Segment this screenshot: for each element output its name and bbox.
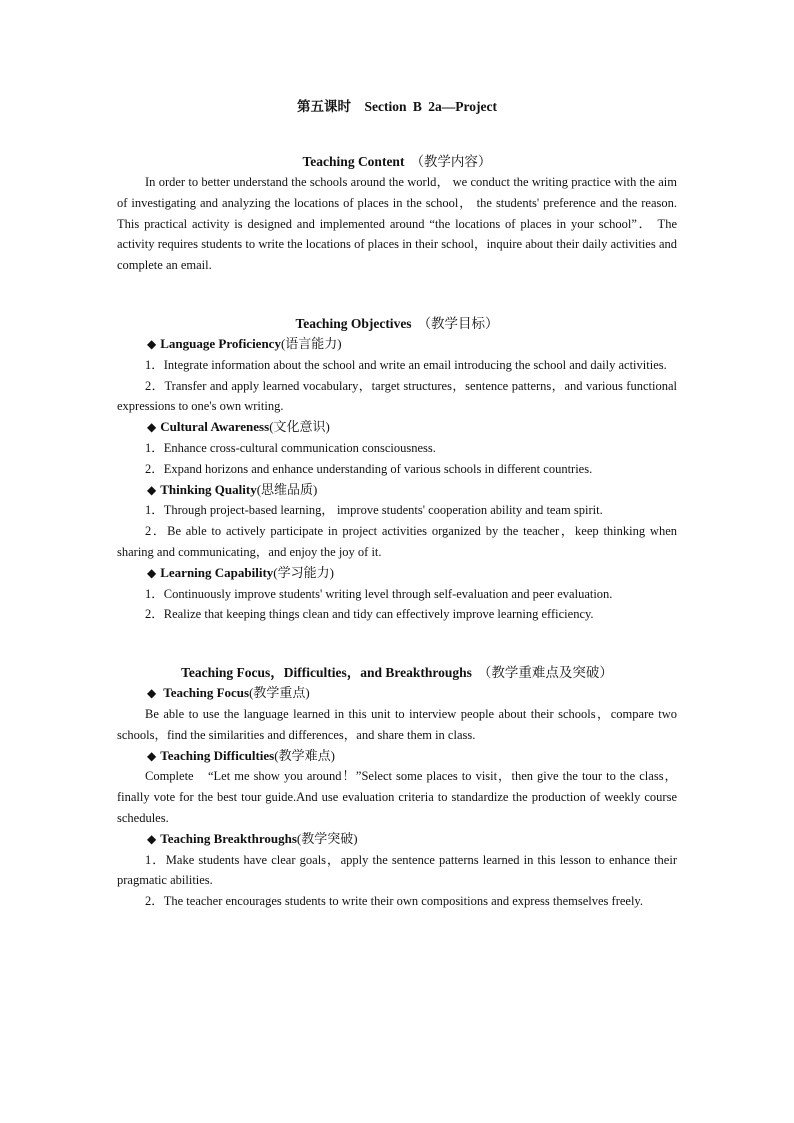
list-item: 1．Through project-based learning， improve students' cooperation ability and team spirit. (145, 503, 603, 518)
subheading-language-proficiency: ◆ Language Proficiency(语言能力) (147, 335, 342, 351)
black-diamond-icon: ◆ (147, 748, 157, 763)
section-heading (117, 314, 677, 334)
list-item: 2．Realize that keeping things clean and tidy can effectively improve learning efficiency. (145, 607, 594, 622)
section-teaching-objectives (117, 314, 677, 625)
subheading-cultural-awareness: ◆ Cultural Awareness(文化意识) (147, 419, 330, 435)
black-diamond-icon: ◆ (147, 336, 157, 351)
subheading-learning-capability: ◆ Learning Capability(学习能力) (147, 564, 334, 580)
subheading-teaching-difficulties: ◆ Teaching Difficulties(教学难点) (147, 747, 335, 763)
content-paragraph: In order to better understand the schools around the world， we conduct the writing practice with the aim of investigating and analyzing the locations of places in the school， the students' preference and the reason. This practical activity is designed and implemented around “the locations of places in your school”． The activity requires students to write the locations of places in their school，inquire about their daily activities and complete an email. (117, 175, 677, 273)
subheading-teaching-breakthroughs: ◆ Teaching Breakthroughs(教学突破) (147, 830, 358, 846)
section-heading (117, 152, 677, 172)
list-item: 2．Expand horizons and enhance understanding of various schools in different countries. (145, 461, 593, 476)
heading-cn: （教学内容） (410, 154, 492, 169)
black-diamond-icon: ◆ (147, 420, 157, 435)
heading-text: Teaching Content (302, 154, 405, 169)
list-item: 1．Make students have clear goals，apply the sentence patterns learned in this lesson to enhance their pragmatic abilities. (117, 852, 677, 888)
heading-text: Teaching Objectives (295, 315, 412, 331)
black-diamond-icon: ◆ (147, 686, 157, 701)
list-item: 2．The teacher encourages students to write their own compositions and express themselves freely. (145, 894, 643, 909)
list-item: 1．Enhance cross-cultural communication consciousness. (145, 440, 436, 455)
list-item: 1．Continuously improve students' writing level through self-evaluation and peer evaluation. (145, 586, 613, 601)
section-teaching-content (117, 152, 677, 276)
list-item: 2．Transfer and apply learned vocabulary，target structures，sentence patterns，and various functional expressions to one's own writing. (117, 378, 677, 414)
list-item: 1．Integrate information about the school and write an email introducing the school and daily activities. (145, 357, 667, 372)
section-teaching-focus (117, 663, 677, 912)
section-heading (117, 663, 677, 683)
heading-cn: （教学目标） (417, 315, 499, 331)
list-item: 2．Be able to actively participate in project activities organized by the teacher，keep thinking when sharing and communicating，and enjoy the joy of it. (117, 524, 677, 559)
black-diamond-icon: ◆ (147, 565, 157, 580)
subheading-thinking-quality: ◆ Thinking Quality(思维品质) (147, 481, 318, 497)
document-page (117, 97, 677, 912)
heading-text: Teaching Focus，Difficulties，and Breakthroughs (181, 665, 472, 681)
heading-cn: （教学重难点及突破） (477, 665, 613, 681)
list-item: Complete “Let me show you around！”Select some places to visit，then give the tour to the class， finally vote for the best tour guide.And use evaluation criteria to standardize the production of weekly course schedules. (117, 769, 677, 825)
black-diamond-icon: ◆ (147, 482, 157, 497)
black-diamond-icon: ◆ (147, 831, 157, 846)
list-item: Be able to use the language learned in this unit to interview people about their schools，compare two schools，find the similarities and differences，and share them in class. (117, 706, 677, 742)
subheading-teaching-focus: ◆ Teaching Focus(教学重点) (147, 685, 310, 701)
lesson-title: 第五课时 Section B 2a—Project (297, 99, 497, 114)
